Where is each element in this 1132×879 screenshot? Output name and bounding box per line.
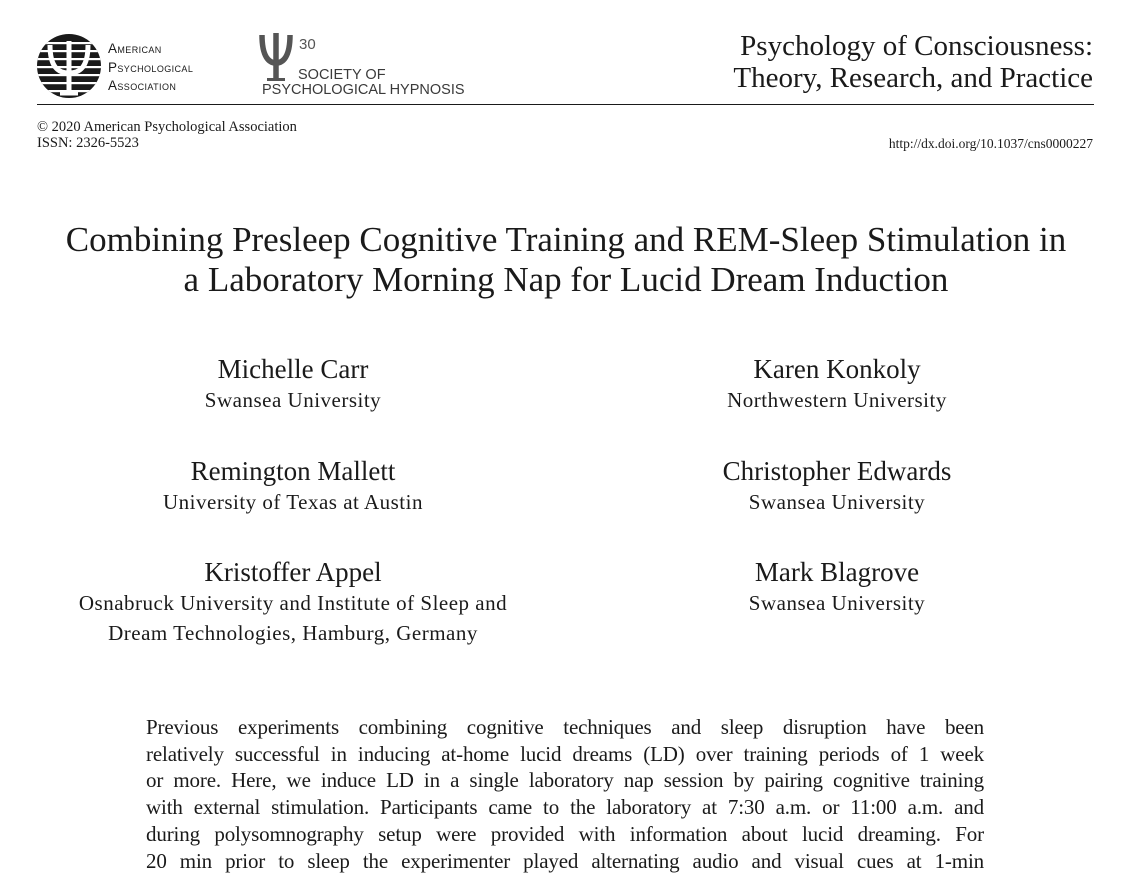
author-affiliation <box>23 487 563 517</box>
header-divider <box>37 104 1094 105</box>
author-block <box>23 354 563 415</box>
affiliation-line: University of Texas at Austin <box>163 490 423 514</box>
abstract-line: 20 min prior to sleep the experimenter played alternating audio and visual cues at 1-min <box>146 848 984 873</box>
author-affiliation <box>23 385 563 415</box>
author-name: Kristoffer Appel <box>204 557 382 587</box>
psi-globe-icon <box>36 33 102 99</box>
doi-link[interactable]: http://dx.doi.org/10.1037/cns0000227 <box>888 136 1093 151</box>
affiliation-line: Swansea University <box>748 490 926 514</box>
society-name-line: SOCIETY OF <box>298 67 386 83</box>
author-name: Christopher Edwards <box>722 456 952 486</box>
author-name: Mark Blagrove <box>754 557 920 587</box>
article-title <box>0 220 1132 300</box>
author-affiliation <box>567 487 1107 517</box>
affiliation-line: Osnabruck University and Institute of Sleep and <box>78 591 508 615</box>
copyright-notice: © 2020 American Psychological Association <box>37 119 297 135</box>
article-title-line: a Laboratory Morning Nap for Lucid Dream Induction <box>183 260 949 299</box>
abstract-line: or more. Here, we induce LD in a single laboratory nap session by pairing cognitive training <box>146 768 984 793</box>
publisher-name-line: American <box>108 41 162 56</box>
author-block <box>567 354 1107 415</box>
affiliation-line: Dream Technologies, Hamburg, Germany <box>108 621 478 645</box>
author-block <box>23 557 563 648</box>
article-title-line: Combining Presleep Cognitive Training and REM-Sleep Stimulation in <box>65 220 1067 259</box>
journal-title-line: Theory, Research, and Practice <box>733 62 1093 94</box>
publisher-name-line: Psychological <box>108 59 194 75</box>
abstract-line: during polysomnography setup were provided with information about lucid dreaming. For <box>146 821 984 846</box>
abstract-line: relatively successful in inducing at-home lucid dreams (LD) over training periods of 1 week <box>146 741 984 766</box>
affiliation-line: Swansea University <box>748 591 926 615</box>
society-name <box>262 68 465 98</box>
author-affiliation <box>567 588 1107 618</box>
author-block <box>23 456 563 517</box>
author-name: Remington Mallett <box>190 456 396 486</box>
author-affiliation <box>567 385 1107 415</box>
affiliation-line: Swansea University <box>204 388 382 412</box>
publisher-name <box>108 40 193 96</box>
publisher-name-line: Association <box>108 78 177 93</box>
society-name-line: PSYCHOLOGICAL HYPNOSIS <box>262 82 465 98</box>
author-block <box>567 557 1107 618</box>
abstract <box>146 714 984 874</box>
abstract-line: Previous experiments combining cognitive techniques and sleep disruption have been <box>146 715 984 739</box>
author-affiliation <box>23 588 563 648</box>
issn: ISSN: 2326-5523 <box>37 135 139 151</box>
author-name: Karen Konkoly <box>753 354 921 384</box>
journal-title-line: Psychology of Consciousness: <box>740 30 1093 62</box>
publication-meta <box>37 119 297 151</box>
journal-title <box>733 30 1093 94</box>
abstract-line: with external stimulation. Participants came to the laboratory at 7:30 a.m. or 11:00 a.m. and <box>146 795 984 820</box>
society-anniversary-number: 30 <box>299 36 316 53</box>
affiliation-line: Northwestern University <box>727 388 947 412</box>
author-name: Michelle Carr <box>217 354 369 384</box>
author-block <box>567 456 1107 517</box>
